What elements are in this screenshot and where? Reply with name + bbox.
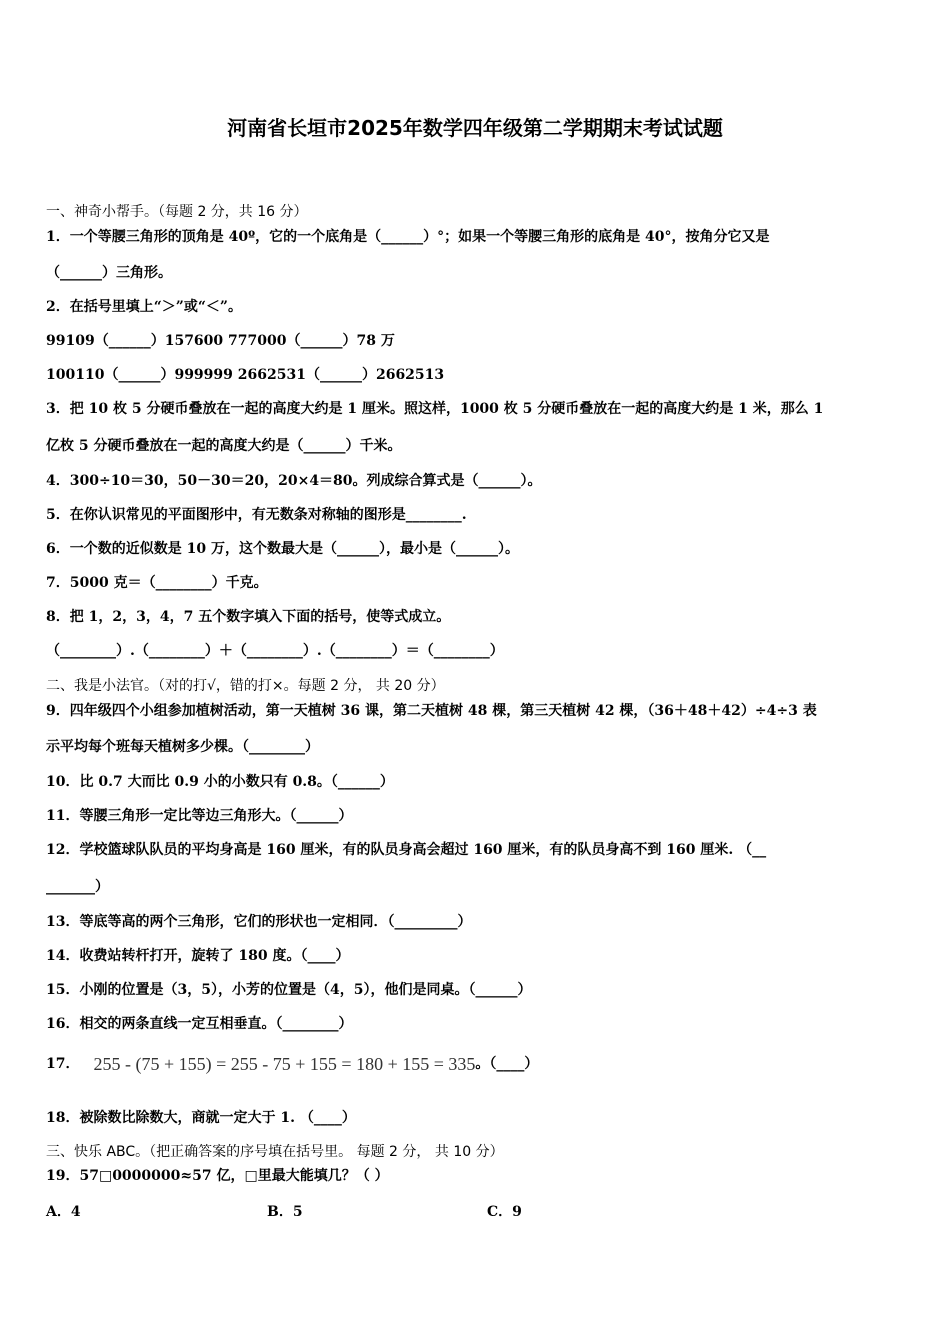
question-7: 7．5000 克＝（________）千克。 [46, 575, 268, 591]
question-16: 16．相交的两条直线一定互相垂直。（________） [46, 1016, 353, 1032]
question-13: 13．等底等高的两个三角形，它们的形状也一定相同．（_________） [46, 914, 472, 930]
question-17-label: 17． [46, 1056, 80, 1072]
option-b: B．5 [267, 1204, 303, 1220]
section-heading-1: 一、神奇小帮手。（每题 2 分，共 16 分） [46, 204, 308, 220]
question-12-line-1: 12．学校篮球队队员的平均身高是 160 厘米，有的队员身高会超过 160 厘米，有的队员身高不到 160 厘米. （__ [46, 842, 767, 858]
question-17 [46, 1054, 906, 1074]
question-12-line-2: _______） [46, 879, 109, 895]
question-14: 14．收费站转杆打开，旋转了 180 度。（____） [46, 948, 350, 964]
question-9-line-2: 示平均每个班每天植树多少棵。（________） [46, 739, 319, 755]
question-8: 8．把 1，2，3，4，7 五个数字填入下面的括号，使等式成立。 [46, 609, 451, 625]
question-2-row-1: 99109（______）157600 777000（______）78 万 [46, 333, 395, 349]
question-5: 5．在你认识常见的平面图形中，有无数条对称轴的图形是________. [46, 507, 467, 523]
question-4: 4．300÷10＝30，50－30＝20，20×4＝80。列成综合算式是（______）。 [46, 473, 542, 489]
option-a: A．4 [46, 1204, 81, 1220]
question-3-line-1: 3．把 10 枚 5 分硬币叠放在一起的高度大约是 1 厘米。照这样，1000 枚 5 分硬币叠放在一起的高度大约是 1 米，那么 1 [46, 401, 824, 417]
question-2: 2．在括号里填上“＞”或“＜”。 [46, 299, 242, 315]
question-15: 15．小刚的位置是（3，5），小芳的位置是（4，5），他们是同桌。（______） [46, 982, 532, 998]
question-11: 11．等腰三角形一定比等边三角形大。（______） [46, 808, 353, 824]
section-heading-3: 三、快乐 ABC。（把正确答案的序号填在括号里。 每题 2 分， 共 10 分） [46, 1144, 504, 1160]
question-19: 19．57□0000000≈57 亿，□里最大能填几？（ ） [46, 1168, 389, 1184]
question-1-line-2: （______）三角形。 [46, 265, 172, 281]
question-10: 10．比 0.7 大而比 0.9 小的小数只有 0.8。（______） [46, 774, 394, 790]
question-1-line-1: 1．一个等腰三角形的顶角是 40º，它的一个底角是（______）°；如果一个等腰三角形的底角是 40°，按角分它又是 [46, 229, 770, 245]
question-18: 18．被除数比除数大，商就一定大于 1. （____） [46, 1110, 356, 1126]
option-c: C．9 [487, 1204, 522, 1220]
question-2-row-2: 100110（______）999999 2662531（______）2662513 [46, 367, 445, 383]
question-17-tail: 。（____） [475, 1056, 539, 1072]
question-6: 6．一个数的近似数是 10 万，这个数最大是（______），最小是（______）。 [46, 541, 519, 557]
question-3-line-2: 亿枚 5 分硬币叠放在一起的高度大约是（______）千米。 [46, 438, 402, 454]
question-17-formula: 255 - (75 + 155) = 255 - 75 + 155 = 180 + 155 = 335 [93, 1054, 476, 1074]
question-8-equation: （________）.（________）＋（________）.（________）＝（________） [46, 643, 504, 659]
page-title: 河南省长垣市2025年数学四年级第二学期期末考试试题 [227, 116, 723, 140]
section-heading-2: 二、我是小法官。（对的打√，错的打×。每题 2 分， 共 20 分） [46, 678, 445, 694]
question-9-line-1: 9．四年级四个小组参加植树活动，第一天植树 36 课，第二天植树 48 棵，第三天植树 42 棵，（36＋48＋42）÷4÷3 表 [46, 703, 817, 719]
